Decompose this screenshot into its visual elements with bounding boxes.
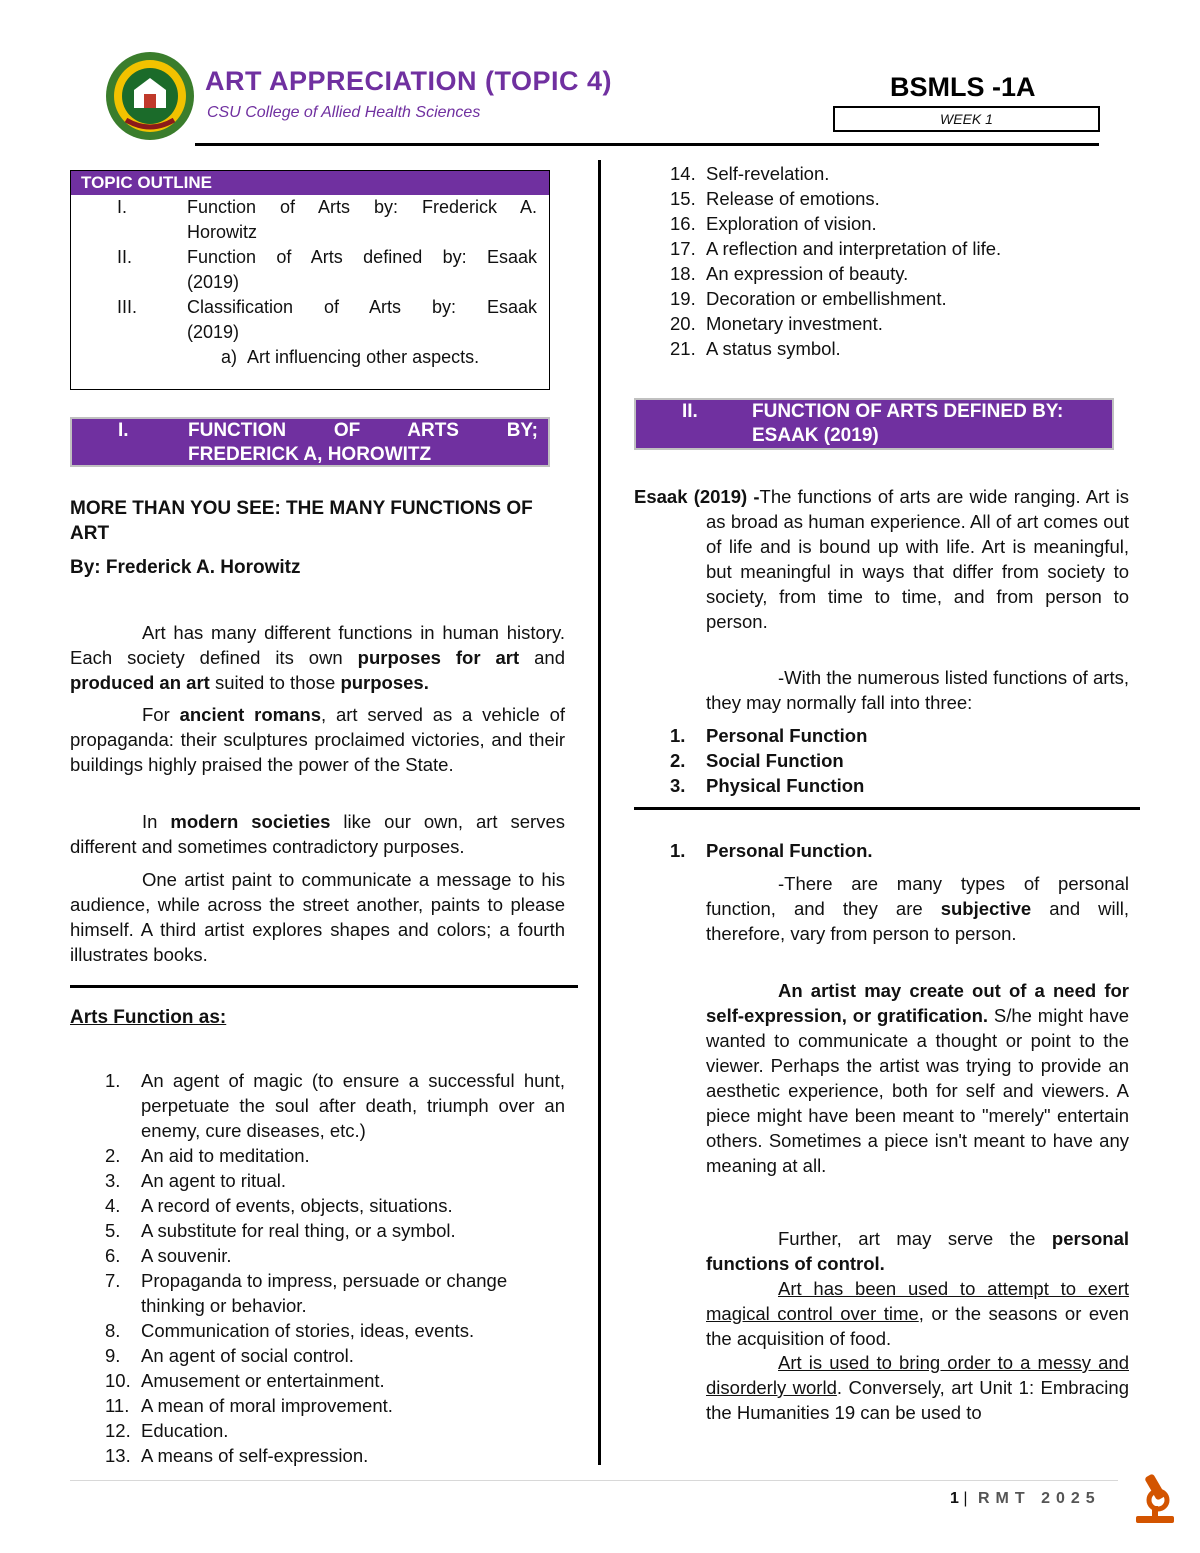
csu-seal-logo bbox=[104, 50, 196, 142]
functions-list-heading: Arts Function as: bbox=[70, 1007, 227, 1028]
personal-function-paragraph-5: Art is used to bring order to a messy and disorderly world. Conversely, art Unit 1: Embracing the Humanities 19 can be used to bbox=[706, 1352, 1129, 1423]
header-divider bbox=[195, 143, 1099, 146]
article-byline: By: Frederick A. Horowitz bbox=[70, 557, 301, 578]
topic-outline-heading: TOPIC OUTLINE bbox=[71, 171, 549, 195]
institution-subtitle: CSU College of Allied Health Sciences bbox=[207, 104, 481, 121]
personal-function-paragraph-2: An artist may create out of a need for self-expression, or gratification. S/he might have wanted to communicate a thought or point to the viewer. Perhaps the artist was trying to provide an aesthetic experience, both for self and viewers. A piece might have been meant to "merely" entertain others. Sometimes a piece isn't meant to have any meaning at all. bbox=[706, 980, 1129, 1176]
microscope-icon bbox=[1128, 1470, 1180, 1526]
outline-subitem: a) Art influencing other aspects. bbox=[221, 347, 480, 367]
footer-separator: | bbox=[963, 1490, 968, 1507]
list-item: 1. An agent of magic (to ensure a successful hunt, perpetuate the soul after death, triumph over an enemy, cure diseases, etc.) bbox=[105, 1070, 565, 1141]
paragraph-3: In modern societies like our own, art serves different and sometimes contradictory purposes. bbox=[70, 811, 565, 857]
personal-function-paragraph-4: Art has been used to attempt to exert magical control over time, or the seasons or even the acquisition of food. bbox=[706, 1278, 1129, 1349]
topic-outline-box: TOPIC OUTLINE I. Function of Arts by: Frederick A. Horowitz II. Function of Arts defined by: Esaak (2019) III. Classification of Arts by: Esaak (2019) a) Art influencing other aspects. bbox=[70, 170, 550, 390]
numerous-paragraph: -With the numerous listed functions of arts, they may normally fall into three: bbox=[706, 667, 1129, 713]
page-footer bbox=[950, 1490, 1101, 1508]
page-number: 1 bbox=[950, 1490, 959, 1507]
section-divider bbox=[70, 985, 578, 988]
course-code: BSMLS -1A bbox=[890, 72, 1036, 102]
section-2-banner: II. FUNCTION OF ARTS DEFINED BY: ESAAK (2019) bbox=[634, 398, 1114, 450]
section-1-banner: I. FUNCTION OF ARTS BY; FREDERICK A, HOROWITZ bbox=[70, 417, 550, 467]
footer-label: RMT 2025 bbox=[977, 1490, 1101, 1507]
paragraph-2: For ancient romans, art served as a vehicle of propaganda: their sculptures proclaimed victories, and their buildings highly praised the power of the State. bbox=[70, 704, 565, 775]
article-heading: MORE THAN YOU SEE: THE MANY FUNCTIONS OF ART bbox=[70, 498, 533, 544]
personal-function-paragraph-1: -There are many types of personal function, and they are subjective and will, therefore, vary from person to person. bbox=[706, 873, 1129, 944]
paragraph-1: Art has many different functions in human history. Each society defined its own purposes for art and produced an art suited to those purposes. bbox=[70, 622, 565, 693]
section-divider bbox=[634, 807, 1140, 810]
week-label: WEEK 1 bbox=[833, 106, 1100, 132]
footer-divider bbox=[70, 1480, 1118, 1481]
page-title: ART APPRECIATION (TOPIC 4) bbox=[205, 66, 613, 96]
paragraph-4: One artist paint to communicate a message to his audience, while across the street another, paints to please himself. A third artist explores shapes and colors; a fourth illustrates books. bbox=[70, 869, 565, 965]
esaak-paragraph: Esaak (2019) -The functions of arts are wide ranging. Art is as broad as human experience. All of art comes out of life and is bound up with life. Art is meaningful, but meaningful in ways that differ from society to society, from time to time, and from person to person. bbox=[634, 486, 1129, 632]
personal-function-paragraph-3: Further, art may serve the personal functions of control. bbox=[706, 1228, 1129, 1274]
column-divider bbox=[598, 160, 601, 1465]
